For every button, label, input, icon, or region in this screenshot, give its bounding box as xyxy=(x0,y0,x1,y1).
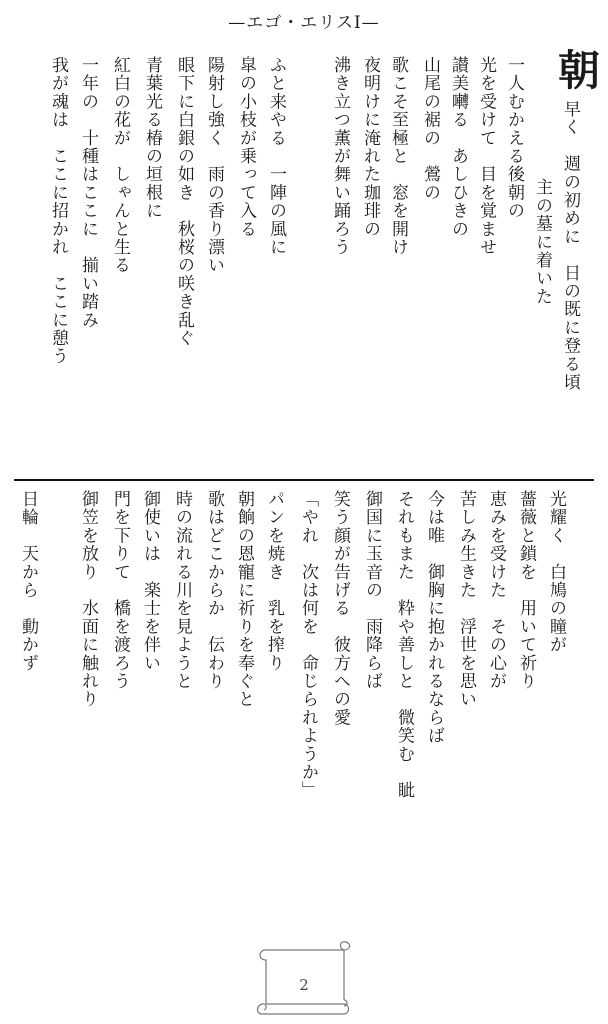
upper-line-4: 光を受けて 目を覚ませ xyxy=(476,56,496,257)
lower-line-1: 光耀く 白鳩の瞳が xyxy=(546,490,566,654)
upper-line-8: 夜明けに淹れた珈琲の xyxy=(360,56,380,238)
lower-line-8: 笑う顔が告げる 彼方への愛 xyxy=(330,490,350,727)
lower-line-11: 朝餉の恩寵に祈りを奉ぐと xyxy=(234,490,254,709)
upper-line-14: 青葉光る椿の垣根に xyxy=(142,56,162,220)
lower-line-4: 苦しみ生きた 浮世を思い xyxy=(456,490,476,709)
page-number-scroll xyxy=(252,940,356,1020)
lower-line-9: 「やれ 次は何を 命じられようか」 xyxy=(298,490,318,800)
lower-line-17: 日輪 天から 動かず xyxy=(18,490,38,672)
upper-line-7: 歌こそ至極と 窓を開け xyxy=(388,56,408,257)
upper-line-2: 主の墓に着いた xyxy=(532,160,552,306)
page-header: —エゴ・エリスⅠ— xyxy=(228,13,380,33)
lower-line-14: 御使いは 楽士を伴い xyxy=(140,490,160,672)
upper-line-13: 眼下に白銀の如き 秋桜の咲き乱ぐ xyxy=(174,56,194,348)
lower-line-10: パンを焼き 乳を搾り xyxy=(264,490,284,672)
upper-line-9: 沸き立つ薫が舞い踊ろう xyxy=(330,56,350,257)
lower-line-2: 薔薇と鎖を 用いて祈り xyxy=(516,490,536,691)
lower-line-15: 門を下りて 橋を渡ろう xyxy=(110,490,130,691)
upper-line-17: 我が魂は ここに招かれ ここに憩う xyxy=(48,56,68,366)
poem-title: 朝 xyxy=(558,46,601,95)
section-divider xyxy=(14,479,594,481)
lower-line-3: 恵みを受けた その心が xyxy=(486,490,506,691)
upper-line-1: 早く 週の初めに 日の既に登る頃 xyxy=(560,100,580,392)
lower-line-16: 御笠を放り 水面に触れり xyxy=(78,490,98,709)
lower-line-13: 時の流れる川を見ようと xyxy=(172,490,192,691)
upper-line-12: 陽射し強く 雨の香り漂い xyxy=(204,56,224,275)
upper-line-16: 一年の 十種はここに 揃い踏み xyxy=(78,56,98,329)
upper-line-5: 讃美囀る あしひきの xyxy=(448,56,468,238)
upper-line-3: 一人むかえる後朝の xyxy=(504,56,524,220)
page-number: 2 xyxy=(299,976,309,994)
upper-line-6: 山尾の裾の 鶯の xyxy=(420,56,440,202)
upper-line-10: ふと来やる 一陣の風に xyxy=(266,56,286,257)
lower-line-12: 歌はどこからか 伝わり xyxy=(204,490,224,691)
lower-line-6: それもまた 粋や善しと 微笑む 眦 xyxy=(394,490,414,800)
lower-line-7: 御国に玉音の 雨降らば xyxy=(362,490,382,691)
upper-line-15: 紅白の花が しゃんと生る xyxy=(110,56,130,275)
upper-line-11: 皐の小枝が乗って入る xyxy=(236,56,256,238)
lower-line-5: 今は唯 御胸に抱かれるならば xyxy=(424,490,444,745)
